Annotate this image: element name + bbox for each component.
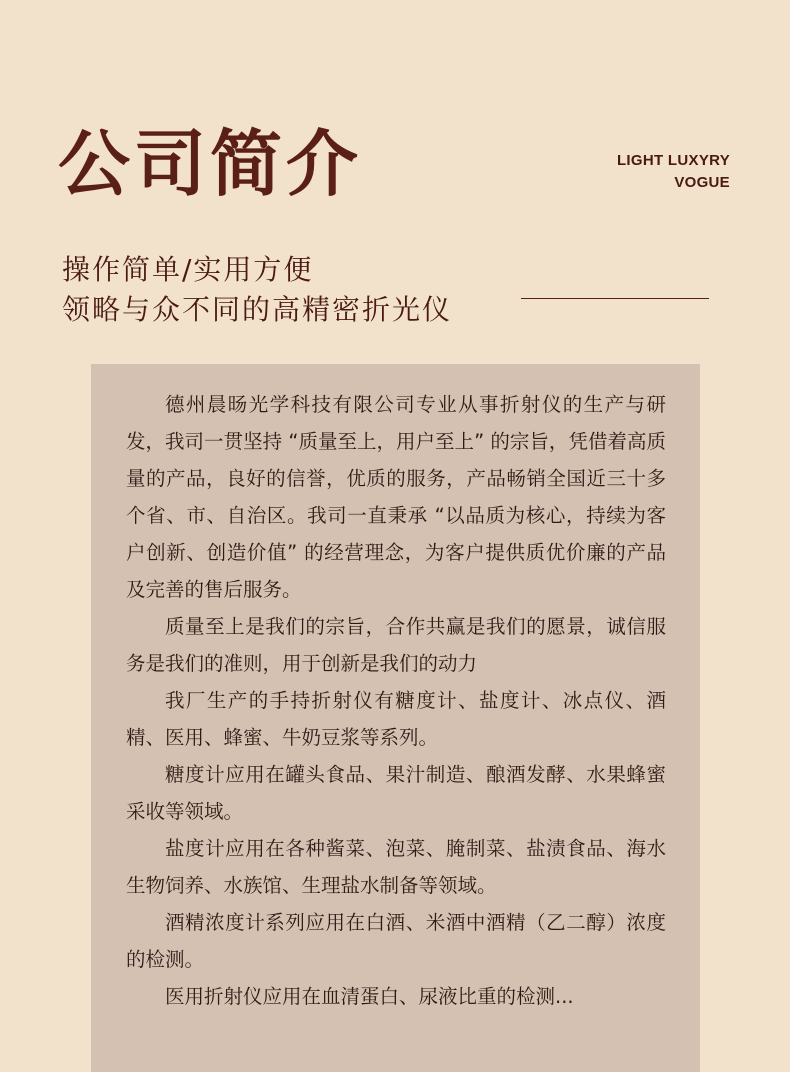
brand-tagline	[617, 150, 730, 194]
page-title: 公司简介	[58, 122, 363, 206]
intro-paragraph: 我厂生产的手持折射仪有糖度计、盐度计、冰点仪、酒精、医用、蜂蜜、牛奶豆浆等系列。	[126, 689, 666, 749]
brand-line-2: VOGUE	[674, 174, 730, 191]
subtitle-line-1: 操作简单/实用方便	[62, 253, 314, 286]
intro-paragraph: 医用折射仪应用在血清蛋白、尿液比重的检测...	[165, 985, 574, 1008]
intro-paragraph: 德州晨旸光学科技有限公司专业从事折射仪的生产与研发，我司一贯坚持 “质量至上，用户至上” 的宗旨，凭借着高质量的产品，良好的信誉，优质的服务，产品畅销全国近三十多个省、市、自治区。我司一直秉承 “以品质为核心，持续为客户创新、创造价值” 的经营理念，为客户提供质优价廉的产品及完善的售后服务。	[126, 393, 666, 601]
intro-paragraph: 糖度计应用在罐头食品、果汁制造、酿酒发酵、水果蜂蜜采收等领域。	[126, 763, 666, 823]
brand-line-1: LIGHT LUXYRY	[616, 152, 730, 169]
intro-text	[126, 386, 666, 1015]
intro-paragraph: 质量至上是我们的宗旨，合作共赢是我们的愿景，诚信服务是我们的准则，用于创新是我们的动力	[126, 615, 666, 675]
subtitle-line-2: 领略与众不同的高精密折光仪	[62, 293, 453, 326]
intro-paragraph: 盐度计应用在各种酱菜、泡菜、腌制菜、盐渍食品、海水生物饲养、水族馆、生理盐水制备等领域。	[126, 837, 666, 897]
subtitle	[62, 250, 452, 330]
divider-line	[521, 298, 709, 299]
intro-paragraph: 酒精浓度计系列应用在白酒、米酒中酒精（乙二醇）浓度的检测。	[126, 911, 666, 971]
intro-panel	[91, 364, 700, 1072]
